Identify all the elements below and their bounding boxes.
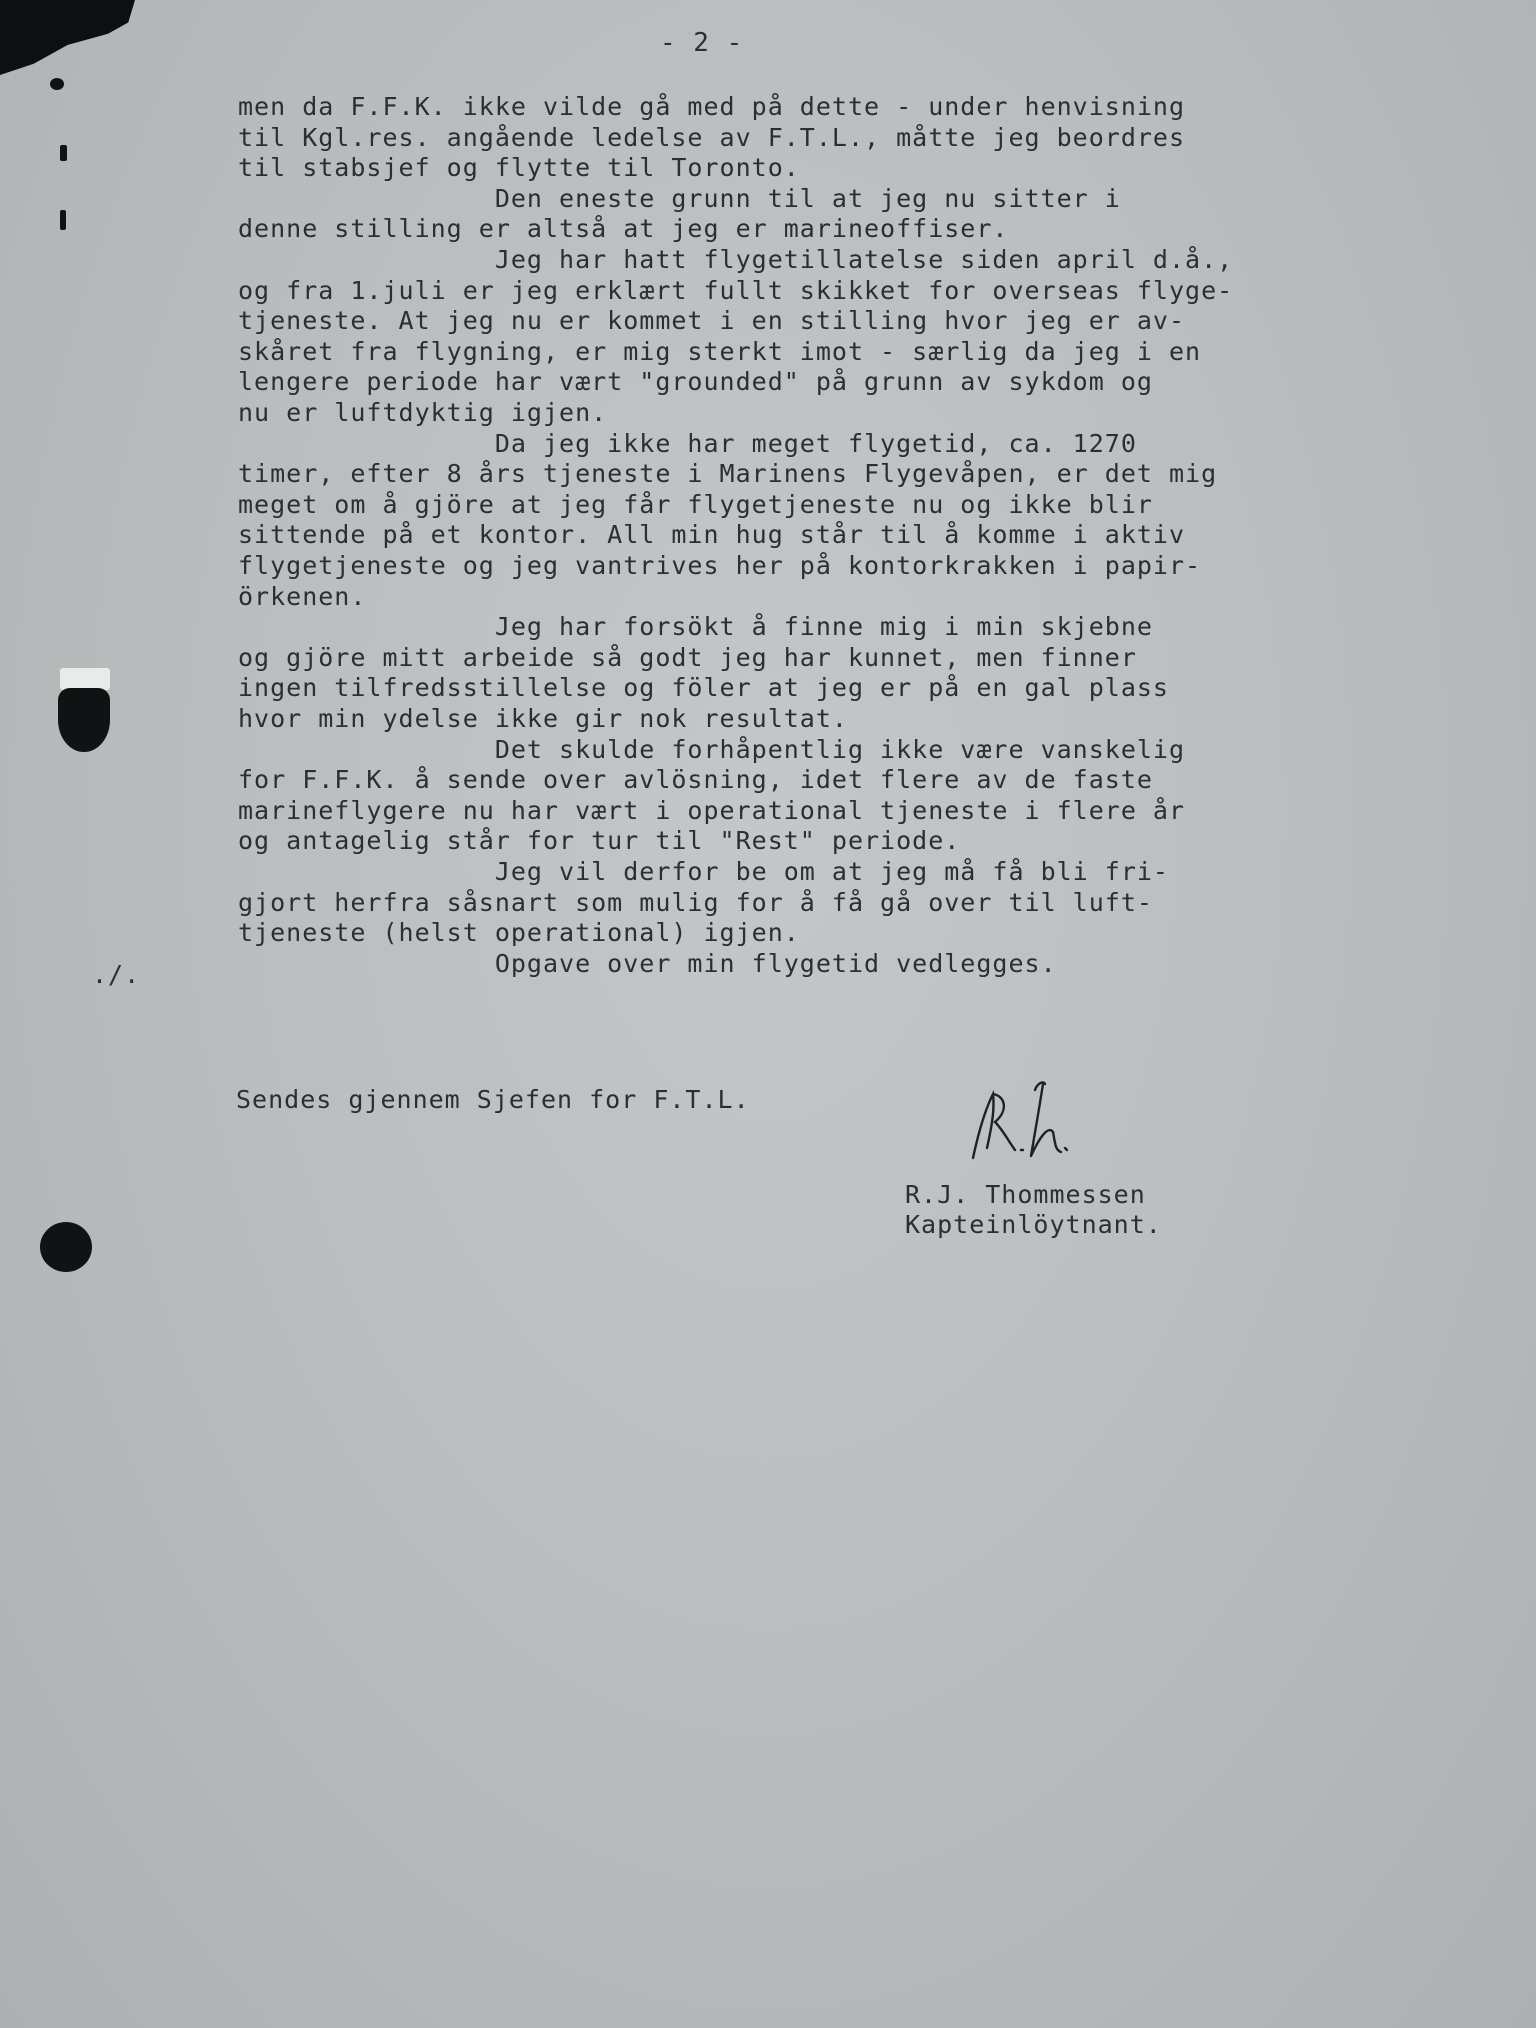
signer-rank: Kapteinlöytnant. [905, 1210, 1162, 1239]
letter-body [238, 92, 1378, 992]
body-line: til stabsjef og flytte til Toronto. [238, 153, 800, 183]
page-number: - 2 - [660, 28, 744, 58]
handwritten-signature [965, 1070, 1095, 1170]
body-line: og fra 1.juli er jeg erklært fullt skikket for overseas flyge- [238, 275, 1234, 305]
signature-block [905, 1180, 1162, 1296]
body-line: Jeg har hatt flygetillatelse siden april d.å., [238, 245, 1234, 274]
body-line: Jeg har forsökt å finne mig i min skjebne [238, 612, 1153, 642]
body-line: skåret fra flygning, er mig sterkt imot - særlig da jeg i en [238, 336, 1202, 366]
binder-hole [40, 1222, 92, 1272]
body-line: örkenen. [238, 581, 367, 611]
body-line: for F.F.K. å sende over avlösning, idet flere av de faste [238, 765, 1153, 795]
routing-note: Sendes gjennem Sjefen for F.T.L. [236, 1085, 750, 1114]
punch-mark [50, 78, 64, 90]
body-line: Da jeg ikke har meget flygetid, ca. 1270 [238, 428, 1137, 458]
body-line: hvor min ydelse ikke gir nok resultat. [238, 704, 848, 733]
ink-blot-corner [0, 0, 135, 75]
body-line: sittende på et kontor. All min hug står til å komme i aktiv [238, 520, 1186, 550]
body-line: og gjöre mitt arbeide så godt jeg har kunnet, men finner [238, 642, 1137, 672]
binder-hole [58, 688, 110, 752]
body-line: denne stilling er altså at jeg er marineoffiser. [238, 214, 1009, 244]
body-line: til Kgl.res. angående ledelse av F.T.L., måtte jeg beordres [238, 122, 1186, 152]
attachment-mark: ./. [92, 960, 141, 989]
body-line: Jeg vil derfor be om at jeg må få bli fri- [238, 857, 1169, 886]
body-line: ingen tilfredsstillelse og föler at jeg er på en gal plass [238, 673, 1169, 703]
punch-mark [60, 210, 66, 230]
body-line: lengere periode har vært "grounded" på grunn av sykdom og [238, 367, 1153, 397]
body-line: tjeneste (helst operational) igjen. [238, 918, 800, 948]
body-line: nu er luftdyktig igjen. [238, 398, 608, 427]
body-line: og antagelig står for tur til "Rest" periode. [238, 826, 961, 856]
body-line: meget om å gjöre at jeg får flygetjeneste nu og ikke blir [238, 489, 1153, 519]
body-line: Den eneste grunn til at jeg nu sitter i [238, 183, 1121, 213]
body-line: timer, efter 8 års tjeneste i Marinens Flygevåpen, er det mig [238, 459, 1218, 489]
body-line: Opgave over min flygetid vedlegges. [238, 948, 1057, 978]
body-line: flygetjeneste og jeg vantrives her på kontorkrakken i papir- [238, 551, 1202, 580]
body-line: gjort herfra såsnart som mulig for å få gå over til luft- [238, 887, 1153, 917]
body-line: Det skulde forhåpentlig ikke være vanskelig [238, 734, 1186, 764]
signer-name: R.J. Thommessen [905, 1180, 1146, 1209]
tape-strip [60, 668, 110, 690]
body-line: men da F.F.K. ikke vilde gå med på dette - under henvisning [238, 92, 1186, 121]
body-line: marineflygere nu har vært i operational tjeneste i flere år [238, 795, 1186, 825]
punch-mark [60, 145, 67, 161]
body-line: tjeneste. At jeg nu er kommet i en stilling hvor jeg er av- [238, 306, 1186, 336]
